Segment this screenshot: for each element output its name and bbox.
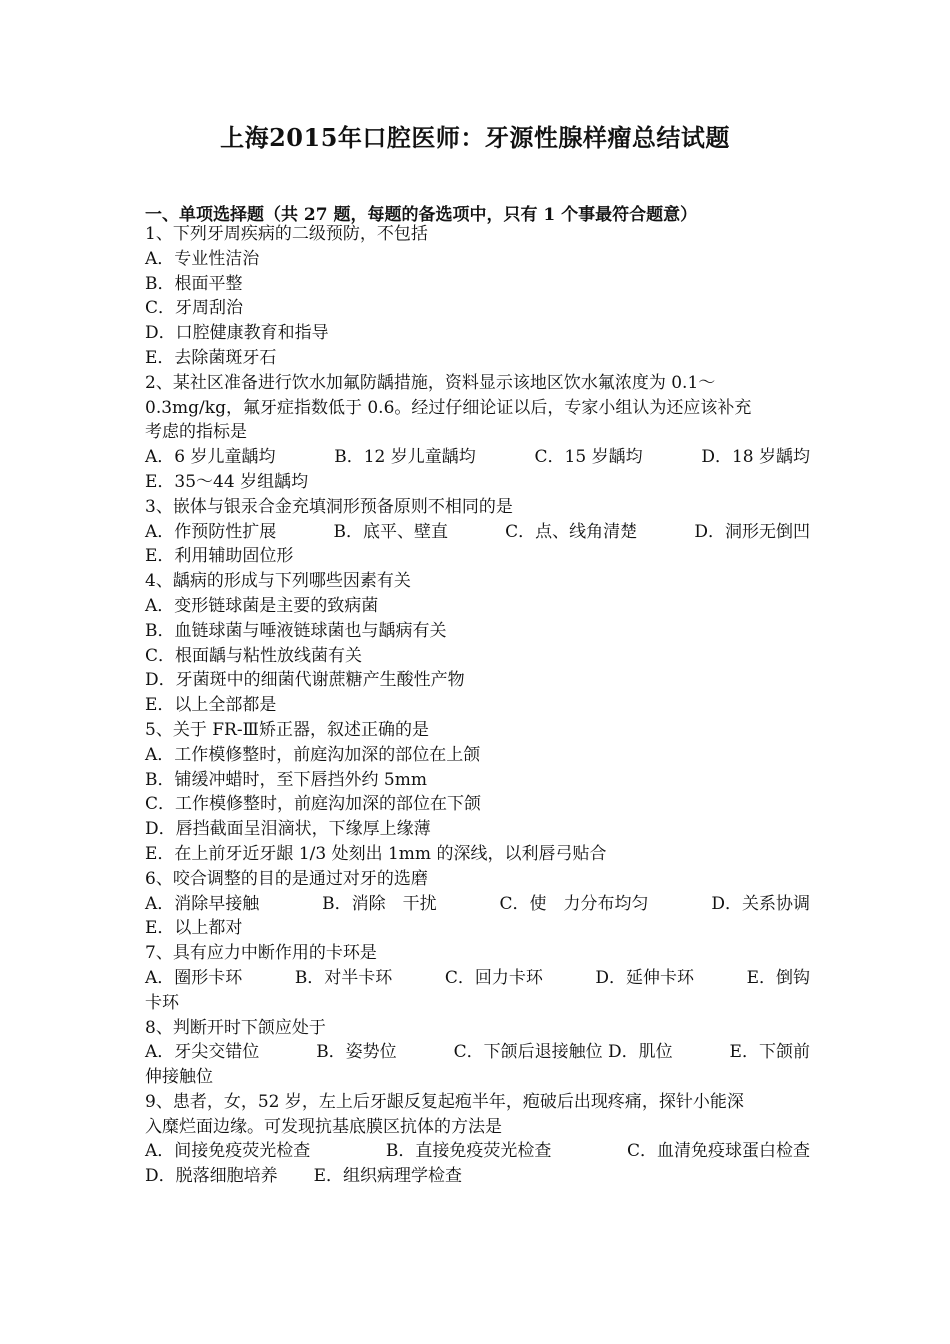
option-4d: D．牙菌斑中的细菌代谢蔗糖产生酸性产物 xyxy=(145,670,465,691)
option-3a: A．作预防性扩展 xyxy=(145,521,277,542)
options-row-7 xyxy=(145,966,810,991)
question-4: 4、龋病的形成与下列哪些因素有关 xyxy=(145,571,411,592)
option-7a: A．圈形卡环 xyxy=(145,967,243,988)
option-6c: C．使 力分布均匀 xyxy=(499,893,649,914)
option-4c: C．根面龋与粘性放线菌有关 xyxy=(145,645,363,666)
options-row-9b xyxy=(145,1164,810,1189)
option-5b: B．铺缓冲蜡时，至下唇挡外约 5mm xyxy=(145,769,427,790)
options-row-6 xyxy=(145,892,810,917)
option-2c: C．15 岁龋均 xyxy=(534,447,643,468)
option-8cd: C．下颌后退接触位 D．肌位 xyxy=(453,1042,673,1063)
option-5a: A．工作模修整时，前庭沟加深的部位在上颌 xyxy=(145,744,481,765)
option-1d: D．口腔健康教育和指导 xyxy=(145,323,329,344)
option-7e-cont: 卡环 xyxy=(145,992,179,1013)
option-5c: C．工作模修整时，前庭沟加深的部位在下颌 xyxy=(145,794,482,815)
question-5: 5、关于 FR-Ⅲ矫正器，叙述正确的是 xyxy=(145,719,429,740)
option-7d: D．延伸卡环 xyxy=(595,967,695,988)
option-5d: D．唇挡截面呈泪滴状，下缘厚上缘薄 xyxy=(145,819,431,840)
option-2d: D．18 岁龋均 xyxy=(701,447,810,468)
option-6a: A．消除早接触 xyxy=(145,893,260,914)
option-9a: A．间接免疫荧光检查 xyxy=(145,1141,311,1162)
option-2e: E．35～44 岁组龋均 xyxy=(145,471,309,492)
option-8e: E．下颌前 xyxy=(729,1042,810,1063)
option-3b: B．底平、壁直 xyxy=(333,521,448,542)
option-6d: D．关系协调 xyxy=(711,893,810,914)
question-9-line-2: 入糜烂面边缘。可发现抗基底膜区抗体的方法是 xyxy=(145,1116,502,1137)
section-heading: 一、单项选择题（共 27 题，每题的备选项中，只有 1 个事最符合题意） xyxy=(145,205,698,225)
option-3e: E．利用辅助固位形 xyxy=(145,546,294,567)
question-list xyxy=(145,222,810,1189)
question-2-line-2: 0.3mg/kg，氟牙症指数低于 0.6。经过仔细论证以后，专家小组认为还应该补充 xyxy=(145,397,752,418)
option-7c: C．回力卡环 xyxy=(444,967,543,988)
option-6e: E．以上都对 xyxy=(145,918,243,939)
option-1a: A．专业性洁治 xyxy=(145,248,260,269)
option-1b: B．根面平整 xyxy=(145,273,243,294)
option-2a: A．6 岁儿童龋均 xyxy=(145,447,276,468)
options-row-8 xyxy=(145,1040,810,1065)
question-3: 3、嵌体与银汞合金充填洞形预备原则不相同的是 xyxy=(145,496,513,517)
option-1c: C．牙周刮治 xyxy=(145,298,244,319)
option-4a: A．变形链球菌是主要的致病菌 xyxy=(145,595,379,616)
option-8b: B．姿势位 xyxy=(316,1042,397,1063)
question-7: 7、具有应力中断作用的卡环是 xyxy=(145,943,377,964)
option-4e: E．以上全部都是 xyxy=(145,695,277,716)
option-4b: B．血链球菌与唾液链球菌也与龋病有关 xyxy=(145,620,447,641)
options-row-2 xyxy=(145,445,810,470)
option-9c: C．血清免疫球蛋白检查 xyxy=(626,1141,810,1162)
question-2-line-1: 2、某社区准备进行饮水加氟防龋措施，资料显示该地区饮水氟浓度为 0.1～ xyxy=(145,372,716,393)
options-row-9 xyxy=(145,1139,810,1164)
option-3d: D．洞形无倒凹 xyxy=(694,521,810,542)
option-8a: A．牙尖交错位 xyxy=(145,1042,260,1063)
option-9d: D．脱落细胞培养 xyxy=(145,1166,278,1187)
option-7e: E．倒钩 xyxy=(746,967,810,988)
question-6: 6、咬合调整的目的是通过对牙的选磨 xyxy=(145,868,428,889)
option-9b: B．直接免疫荧光检查 xyxy=(385,1141,552,1162)
option-1e: E．去除菌斑牙石 xyxy=(145,347,277,368)
page-title: 上海2015年口腔医师：牙源性腺样瘤总结试题 xyxy=(220,123,730,152)
question-1: 1、下列牙周疾病的二级预防，不包括 xyxy=(145,224,428,244)
option-9e: E．组织病理学检查 xyxy=(313,1166,463,1187)
option-7b: B．对半卡环 xyxy=(294,967,393,988)
option-2b: B．12 岁儿童龋均 xyxy=(334,447,476,468)
question-9-line-1: 9、患者，女，52 岁，左上后牙龈反复起疱半年，疱破后出现疼痛，探针小能深 xyxy=(145,1091,744,1112)
options-row-3 xyxy=(145,520,810,545)
option-5e: E．在上前牙近牙龈 1/3 处刻出 1mm 的深线，以利唇弓贴合 xyxy=(145,843,607,864)
option-6b: B．消除 干扰 xyxy=(322,893,437,914)
question-2-line-3: 考虑的指标是 xyxy=(145,422,247,443)
option-3c: C．点、线角清楚 xyxy=(505,521,638,542)
option-8e-cont: 伸接触位 xyxy=(145,1067,213,1088)
question-8: 8、判断开时下颌应处于 xyxy=(145,1017,326,1038)
